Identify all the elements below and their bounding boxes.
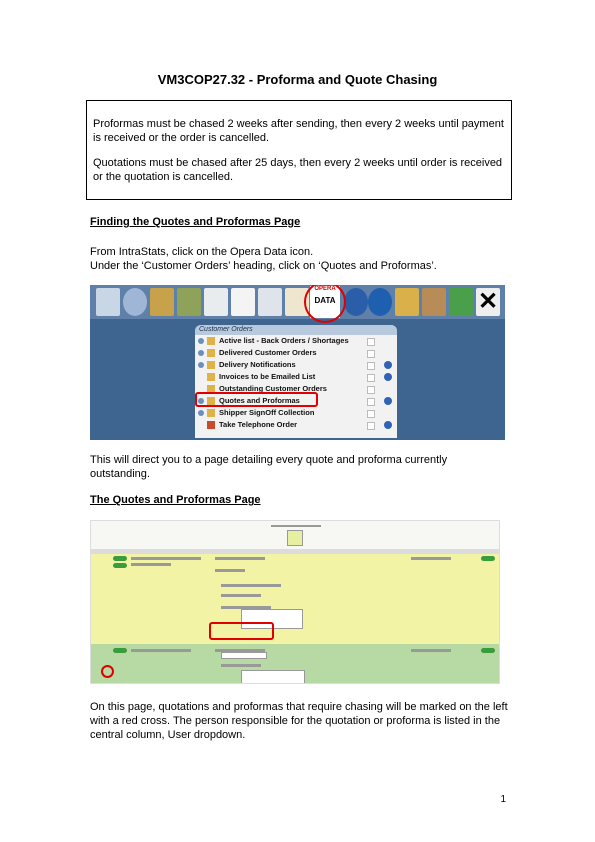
menu-heading: Customer Orders (195, 325, 397, 335)
row-yellow (91, 554, 500, 644)
opera-label: OPERA (314, 286, 336, 292)
data-label: DATA (314, 296, 336, 305)
box-icon[interactable] (422, 288, 446, 316)
section-heading-page: The Quotes and Proformas Page (90, 494, 261, 506)
book-icon[interactable] (449, 288, 473, 316)
quotes-proformas-highlight (195, 392, 318, 407)
menu-item-active-list[interactable]: Active list - Back Orders / Shortages (195, 335, 397, 347)
world-icon[interactable] (344, 288, 368, 316)
proforma-policy-text: Proformas must be chased 2 weeks after sending, then every 2 weeks until payment is received or the order is cancelled. (93, 118, 504, 144)
menu-item-delivery-notifications[interactable]: Delivery Notifications (195, 359, 397, 371)
refresh-icon[interactable] (368, 288, 392, 316)
chart-icon[interactable] (395, 288, 419, 316)
icon-strip (90, 285, 505, 319)
row-green (91, 644, 500, 684)
instruction-line-2: Under the ‘Customer Orders’ heading, click on ‘Quotes and Proformas’. (90, 260, 437, 272)
phone-icon[interactable] (123, 288, 147, 316)
page-number: 1 (500, 794, 506, 805)
instruction-line-1: From IntraStats, click on the Opera Data icon. (90, 246, 314, 258)
direction-paragraph: This will direct you to a page detailing every quote and proforma currently outstanding. (90, 454, 448, 480)
menu-item-invoices-emailed[interactable]: Invoices to be Emailed List (195, 371, 397, 383)
explanation-paragraph: On this page, quotations and proformas that require chasing will be marked on the left with a red cross. The person responsible for the quotation or proforma is listed in the central column, User dropdown. (90, 701, 508, 741)
intrastats-toolbar-screenshot (90, 285, 505, 440)
magnifier-icon[interactable] (258, 288, 282, 316)
close-icon[interactable]: ✕ (477, 288, 499, 315)
customer-orders-menu (195, 325, 397, 438)
menu-item-quotes-proformas[interactable]: Quotes and Proformas (195, 395, 397, 407)
page-title: VM3COP27.32 - Proforma and Quote Chasing (157, 72, 438, 87)
menu-item-delivered-orders[interactable]: Delivered Customer Orders (195, 347, 397, 359)
money-icon[interactable] (150, 288, 174, 316)
quotes-page-screenshot (90, 520, 500, 684)
menu-item-outstanding-orders[interactable]: Outstanding Customer Orders (195, 383, 397, 395)
red-cross-highlight (101, 665, 114, 678)
user-dropdown-highlight (209, 622, 274, 640)
menu-item-shipper-signoff[interactable]: Shipper SignOff Collection (195, 407, 397, 419)
policy-box (86, 100, 512, 200)
legend-box (287, 530, 303, 546)
section-heading-finding: Finding the Quotes and Proformas Page (90, 216, 301, 228)
people-icon[interactable] (177, 288, 201, 316)
menu-item-take-telephone-order[interactable]: Take Telephone Order (195, 419, 397, 431)
iso-icon[interactable] (231, 288, 255, 316)
home-icon[interactable] (96, 288, 120, 316)
quotation-policy-text: Quotations must be chased after 25 days, then every 2 weeks until order is received or the quotation is cancelled. (93, 157, 503, 183)
google-icon[interactable] (204, 288, 228, 316)
